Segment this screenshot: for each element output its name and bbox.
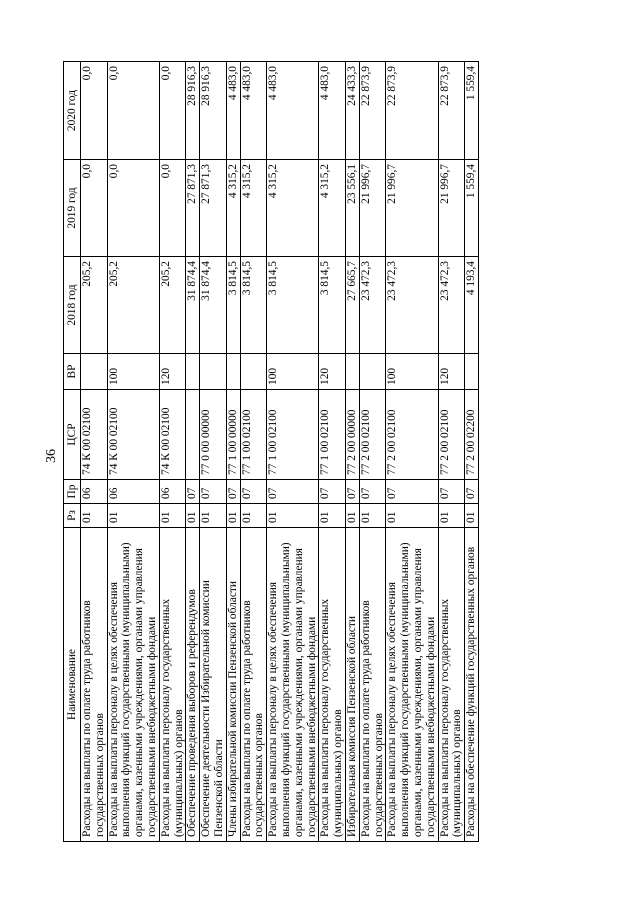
cell-2019: 23 556,1 bbox=[345, 160, 359, 257]
cell-2018: 205,2 bbox=[107, 257, 159, 354]
cell-rz: 01 bbox=[107, 504, 159, 528]
cell-pr: 06 bbox=[107, 480, 159, 504]
cell-csr: 77 1 00 02100 bbox=[319, 390, 346, 480]
cell-name: Расходы на обеспечение функций государственных органов bbox=[465, 528, 479, 842]
cell-name: Члены избирательной комиссии Пензенской области bbox=[226, 528, 240, 842]
cell-pr: 07 bbox=[200, 480, 227, 504]
table-row bbox=[186, 62, 200, 842]
header-vr: ВР bbox=[64, 354, 81, 390]
cell-csr: 77 2 00 02100 bbox=[386, 390, 438, 480]
cell-pr: 06 bbox=[159, 480, 186, 504]
cell-2019: 27 871,3 bbox=[186, 160, 200, 257]
cell-vr: 100 bbox=[386, 354, 438, 390]
cell-2020: 4 483,0 bbox=[226, 62, 240, 160]
cell-rz: 01 bbox=[159, 504, 186, 528]
cell-name: Расходы на выплаты по оплате труда работников государственных органов bbox=[240, 528, 267, 842]
cell-2020: 0,0 bbox=[81, 62, 108, 160]
header-rz: Рз bbox=[64, 504, 81, 528]
cell-pr: 07 bbox=[226, 480, 240, 504]
cell-pr: 07 bbox=[359, 480, 386, 504]
cell-2018: 23 472,3 bbox=[438, 257, 465, 354]
cell-2018: 31 874,4 bbox=[186, 257, 200, 354]
cell-2018: 3 814,5 bbox=[226, 257, 240, 354]
cell-2019: 1 559,4 bbox=[465, 160, 479, 257]
cell-vr bbox=[200, 354, 227, 390]
cell-csr: 77 1 00 00000 bbox=[226, 390, 240, 480]
cell-2018: 3 814,5 bbox=[267, 257, 319, 354]
cell-vr bbox=[345, 354, 359, 390]
cell-rz: 01 bbox=[386, 504, 438, 528]
cell-csr: 77 2 00 02100 bbox=[359, 390, 386, 480]
cell-vr: 100 bbox=[107, 354, 159, 390]
rotated-table-container bbox=[63, 62, 479, 842]
cell-name: Расходы на выплаты персоналу в целях обеспечения выполнения функций государственными (муниципальными) органами, казенными учреждениями, органами управления государственными внебюджетными фондами bbox=[267, 528, 319, 842]
cell-vr: 100 bbox=[267, 354, 319, 390]
cell-2020: 24 433,3 bbox=[345, 62, 359, 160]
cell-rz: 01 bbox=[319, 504, 346, 528]
cell-2018: 4 193,4 bbox=[465, 257, 479, 354]
cell-2019: 4 315,2 bbox=[226, 160, 240, 257]
cell-2018: 31 874,4 bbox=[200, 257, 227, 354]
cell-vr bbox=[359, 354, 386, 390]
header-2018: 2018 год bbox=[64, 257, 81, 354]
cell-2020: 0,0 bbox=[159, 62, 186, 160]
cell-2019: 21 996,7 bbox=[359, 160, 386, 257]
cell-name: Расходы на выплаты персоналу государственных (муниципальных) органов bbox=[438, 528, 465, 842]
cell-name: Расходы на выплаты персоналу в целях обеспечения выполнения функций государственными (муниципальными) органами, казенными учреждениями, органами управления государственными внебюджетными фондами bbox=[107, 528, 159, 842]
cell-rz: 01 bbox=[465, 504, 479, 528]
table-row bbox=[226, 62, 240, 842]
cell-2019: 4 315,2 bbox=[267, 160, 319, 257]
cell-pr: 07 bbox=[438, 480, 465, 504]
cell-2020: 22 873,9 bbox=[359, 62, 386, 160]
cell-csr: 74 К 00 02100 bbox=[159, 390, 186, 480]
cell-name: Обеспечение проведения выборов и референдумов bbox=[186, 528, 200, 842]
table-row bbox=[200, 62, 227, 842]
header-2020: 2020 год bbox=[64, 62, 81, 160]
cell-csr bbox=[186, 390, 200, 480]
cell-2020: 4 483,0 bbox=[240, 62, 267, 160]
cell-vr bbox=[465, 354, 479, 390]
cell-csr: 77 1 00 02100 bbox=[240, 390, 267, 480]
cell-rz: 01 bbox=[267, 504, 319, 528]
cell-name: Расходы на выплаты по оплате труда работников государственных органов bbox=[81, 528, 108, 842]
cell-2018: 3 814,5 bbox=[319, 257, 346, 354]
cell-2020: 28 916,3 bbox=[186, 62, 200, 160]
cell-pr: 07 bbox=[465, 480, 479, 504]
cell-pr: 07 bbox=[386, 480, 438, 504]
cell-2019: 27 871,3 bbox=[200, 160, 227, 257]
table-row bbox=[81, 62, 108, 842]
cell-csr: 77 2 00 02100 bbox=[438, 390, 465, 480]
header-pr: Пр bbox=[64, 480, 81, 504]
table-row bbox=[438, 62, 465, 842]
table-row bbox=[319, 62, 346, 842]
cell-rz: 01 bbox=[240, 504, 267, 528]
cell-vr: 120 bbox=[319, 354, 346, 390]
cell-csr: 77 0 00 00000 bbox=[200, 390, 227, 480]
cell-name: Обеспечение деятельности Избирательной комиссии Пензенской области bbox=[200, 528, 227, 842]
cell-rz: 01 bbox=[200, 504, 227, 528]
table-row bbox=[267, 62, 319, 842]
cell-pr: 07 bbox=[345, 480, 359, 504]
cell-csr: 77 2 00 00000 bbox=[345, 390, 359, 480]
cell-name: Расходы на выплаты персоналу государственных (муниципальных) органов bbox=[319, 528, 346, 842]
cell-2020: 1 559,4 bbox=[465, 62, 479, 160]
cell-2020: 22 873,9 bbox=[438, 62, 465, 160]
cell-2018: 27 665,7 bbox=[345, 257, 359, 354]
cell-rz: 01 bbox=[438, 504, 465, 528]
cell-2019: 0,0 bbox=[107, 160, 159, 257]
header-name: Наименование bbox=[64, 528, 81, 842]
cell-vr bbox=[186, 354, 200, 390]
table-row bbox=[465, 62, 479, 842]
cell-pr: 07 bbox=[267, 480, 319, 504]
cell-pr: 06 bbox=[81, 480, 108, 504]
cell-2018: 205,2 bbox=[81, 257, 108, 354]
cell-csr: 77 1 00 02100 bbox=[267, 390, 319, 480]
header-csr: ЦСР bbox=[64, 390, 81, 480]
cell-2019: 0,0 bbox=[81, 160, 108, 257]
cell-csr: 77 2 00 02200 bbox=[465, 390, 479, 480]
header-2019: 2019 год bbox=[64, 160, 81, 257]
cell-pr: 07 bbox=[186, 480, 200, 504]
page-number: 36 bbox=[44, 449, 59, 463]
cell-2020: 4 483,0 bbox=[319, 62, 346, 160]
cell-2019: 4 315,2 bbox=[240, 160, 267, 257]
cell-vr: 120 bbox=[438, 354, 465, 390]
table-header-row bbox=[64, 62, 81, 842]
cell-2020: 4 483,0 bbox=[267, 62, 319, 160]
cell-rz: 01 bbox=[359, 504, 386, 528]
table-row bbox=[345, 62, 359, 842]
cell-2018: 205,2 bbox=[159, 257, 186, 354]
cell-2020: 28 916,3 bbox=[200, 62, 227, 160]
cell-vr bbox=[81, 354, 108, 390]
cell-rz: 01 bbox=[81, 504, 108, 528]
cell-rz: 01 bbox=[226, 504, 240, 528]
cell-2018: 3 814,5 bbox=[240, 257, 267, 354]
cell-2018: 23 472,3 bbox=[386, 257, 438, 354]
budget-table bbox=[63, 61, 479, 842]
cell-vr bbox=[240, 354, 267, 390]
cell-2020: 0,0 bbox=[107, 62, 159, 160]
table-row bbox=[159, 62, 186, 842]
cell-2019: 0,0 bbox=[159, 160, 186, 257]
cell-name: Расходы на выплаты по оплате труда работников государственных органов bbox=[359, 528, 386, 842]
cell-pr: 07 bbox=[240, 480, 267, 504]
table-row bbox=[386, 62, 438, 842]
cell-name: Расходы на выплаты персоналу государственных (муниципальных) органов bbox=[159, 528, 186, 842]
table-row bbox=[240, 62, 267, 842]
cell-csr: 74 К 00 02100 bbox=[107, 390, 159, 480]
cell-name: Избирательная комиссия Пензенской области bbox=[345, 528, 359, 842]
table-row bbox=[107, 62, 159, 842]
cell-2019: 21 996,7 bbox=[438, 160, 465, 257]
cell-2019: 4 315,2 bbox=[319, 160, 346, 257]
cell-2020: 22 873,9 bbox=[386, 62, 438, 160]
cell-rz: 01 bbox=[186, 504, 200, 528]
cell-csr: 74 К 00 02100 bbox=[81, 390, 108, 480]
cell-2019: 21 996,7 bbox=[386, 160, 438, 257]
table-row bbox=[359, 62, 386, 842]
cell-2018: 23 472,3 bbox=[359, 257, 386, 354]
cell-vr bbox=[226, 354, 240, 390]
cell-pr: 07 bbox=[319, 480, 346, 504]
cell-rz: 01 bbox=[345, 504, 359, 528]
cell-name: Расходы на выплаты персоналу в целях обеспечения выполнения функций государственными (муниципальными) органами, казенными учреждениями, органами управления государственными внебюджетными фондами bbox=[386, 528, 438, 842]
cell-vr: 120 bbox=[159, 354, 186, 390]
